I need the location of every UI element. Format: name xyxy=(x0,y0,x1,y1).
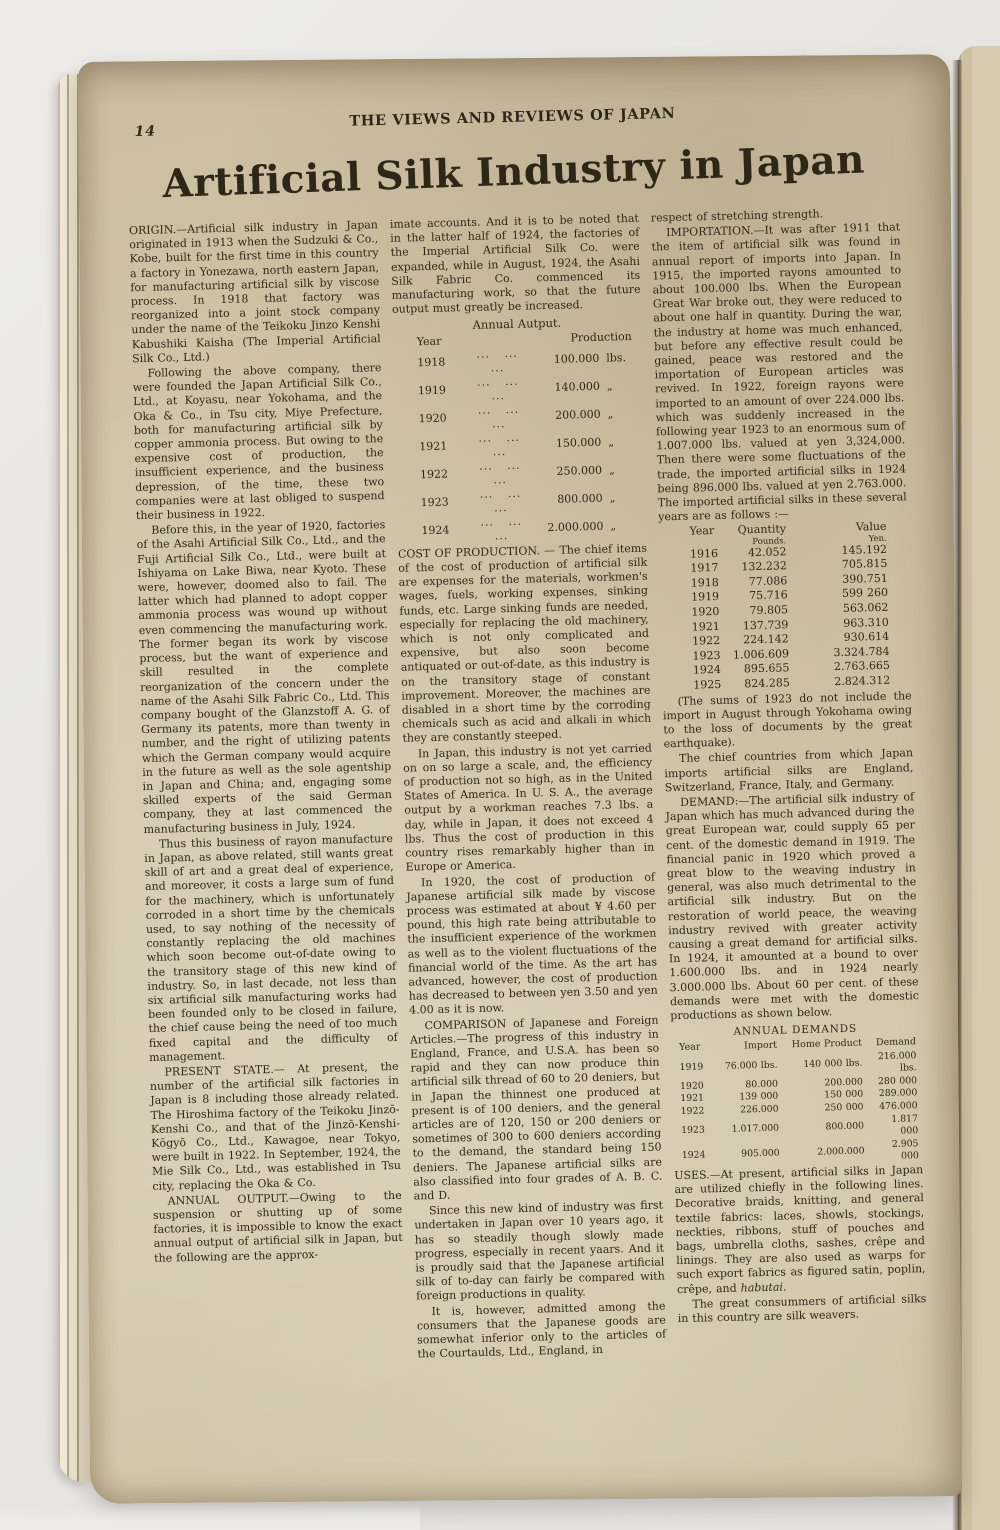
cell-demand: 216.000 lbs. xyxy=(877,1049,917,1074)
cell-home-product: 2.000.000 xyxy=(817,1145,865,1158)
header-import: Import xyxy=(743,1040,778,1052)
paragraph-in-japan: In Japan, this industry is not yet carried on on so large a scale, and, the efficiency of production not so high, as in the United States of America. In U. S. A., the average output by a workman reaches 7.3 lbs. a day, while in Japan, it does not exceed 4 lbs. Thus the cost of production in this country rises remarkably higher than in Europe or America. xyxy=(403,741,655,874)
paragraph-uses xyxy=(674,1163,926,1297)
paragraph-following: Following the above company, there were founded the Japan Artificial Silk Co., Ltd., at Koyasu, near Yokohama, and the Oka & Co., in Tsu city, Miye Prefecture, both for manufacturing artificial silk by copper ammonia process. But owing to the expensive cost of production, the insufficient experience, and the business depression, of the time, these two companies were at last obliged to suspend their business in 1922. xyxy=(132,361,385,523)
cell-year: 1920 xyxy=(691,604,720,619)
output-table-caption: Annual Autput. xyxy=(472,316,562,333)
paragraph-present-state: PRESENT STATE.— At present, the number of the artificial silk factories in Japan is 8 including those already related. The Hiroshima factory of the Teikoku Jinzō-Kenshi Co., and that of the Jinzō-Kenshi-Kōgyō Co., Ltd., Kawagoe, near Tokyo, were built in 1922. In September, 1924, the Mie Silk Co., Ltd., was established in Tsu city, replacing the Oka & Co. xyxy=(149,1059,402,1193)
uses-italic-habutai: habutai xyxy=(740,1280,784,1295)
column-1 xyxy=(129,218,406,1369)
cell-year: 1922 xyxy=(692,634,721,648)
cell-year: 1917 xyxy=(690,561,719,575)
masthead: THE VIEWS AND REVIEWS OF JAPAN xyxy=(349,104,676,130)
cell-home-product: 250 000 xyxy=(824,1101,864,1114)
paragraph-respect-strength: respect of stretching strength. xyxy=(650,207,824,225)
cell-quantity: 895.655 xyxy=(743,661,790,676)
column-3 xyxy=(651,205,928,1356)
cell-demand: 280 000 xyxy=(877,1075,918,1088)
annual-demands-table xyxy=(671,1036,923,1170)
paragraph-before-this: Before this, in the year of 1920, factories of the Asahi Artificial Silk Co., Ltd., and the Fuji Artificial Silk Co., Ltd., were built at Ishiyama on Lake Biwa, near Kyoto. These were, however, doomed also to fail. The latter which had planned to adopt copper ammonia process was wound up without even commencing the manufacturing work. The former began its work by viscose process, but the want of experience and skill resulted in the complete reorganization of the concern under the name of the Asahi Silk Fabric Co., Ltd. This company bought of the Glanzstoff A. G. of Germany its patents, more than twenty in number, and the right of utilizing patents which the German company would acquire in the future as well as the sole agentship in Japan and China; and, engaging some skilled experts of the said German company, they at last commenced the manufacturing business in July, 1924. xyxy=(136,518,393,836)
annual-output-table xyxy=(403,330,637,546)
cell-value: 930.614 xyxy=(843,630,890,645)
cell-unit: lbs. xyxy=(606,350,627,365)
paragraph-chief-countries: The chief countries from which Japan imports artificial silks are England, Switzerland, France, Italy, and Germany. xyxy=(664,746,914,795)
cell-production: 250.000 xyxy=(556,463,603,478)
header-value: Value xyxy=(855,520,887,535)
cell-value: 963.310 xyxy=(843,615,889,630)
paragraph-since-new-kind: Since this new kind of industry was first undertaken in Japan over 10 years ago, it has so steadily though slowly made progress, especially in recent yaars. And it is proudly said that the Japanese artificial silk of to-day can fairly be compared with foreign productions in quality. xyxy=(414,1198,665,1303)
cell-value: 563.062 xyxy=(842,600,889,615)
header-quantity: Quantity xyxy=(737,522,787,537)
cell-year: 1916 xyxy=(689,546,719,561)
cell-year: 1918 xyxy=(690,575,719,590)
cell-unit: „ xyxy=(608,463,615,477)
cell-year: 1921 xyxy=(691,619,720,634)
imports-table xyxy=(663,520,906,694)
cell-year: 1923 xyxy=(681,1124,705,1136)
magazine-page xyxy=(78,54,963,1504)
paragraph-it-is-however: It is, however, admitted among the consumers that the Japanese goods are somewhat inferior only to the articles of the Courtaulds, Ltd., England, in xyxy=(416,1299,667,1361)
uses-text-after: . xyxy=(782,1280,787,1294)
leader-dots: ... ... ... xyxy=(478,430,521,459)
cell-year: 1919 xyxy=(679,1061,704,1074)
cell-year: 1919 xyxy=(690,590,720,605)
cell-production: 2.000.000 xyxy=(547,519,604,534)
leader-dots: ... ... ... xyxy=(479,486,522,515)
cell-import: 905.000 xyxy=(741,1147,780,1160)
cell-production: 140.000 xyxy=(554,379,601,394)
paragraph-in-1920: In 1920, the cost of production of Japanese artificial silk made by viscose process was estimated at about ¥ 4.60 per pound, this high rate being attributable to the insufficient experience of the workmen as well as to the violent fluctuations of the financial world of the time. As the art has advanced, however, the cost of production has decreased to between yen 3.50 and yen 4.00 as it is now. xyxy=(406,870,658,1017)
cell-home-product: 150 000 xyxy=(824,1089,864,1101)
cell-quantity: 137.739 xyxy=(742,617,789,632)
demands-table-caption: ANNUAL DEMANDS xyxy=(733,1022,858,1038)
cell-import: 1.017.000 xyxy=(731,1122,780,1135)
cell-quantity: 75.716 xyxy=(748,588,788,603)
cell-year: 1924 xyxy=(681,1149,706,1162)
cell-value: 390.751 xyxy=(842,571,888,586)
paragraph-origin: ORIGIN.—Artificial silk industry in Japan originated in 1913 when the Sudzuki & Co., Kobe, built for the first time in this country a factory in Yonezawa, north eastern Japan, for manufacturing artificial silk by viscose process. In 1918 that factory was reorganized into a joint stock company under the name of the Teikoku Jinzo Kenshi Kabushiki Kaisha (The Imperial Artificial Silk Co., Ltd.) xyxy=(128,218,381,366)
cell-demand: 476.000 xyxy=(879,1100,918,1113)
cell-year: 1919 xyxy=(417,383,447,398)
cell-quantity: 1.006.609 xyxy=(732,647,790,662)
cell-unit: „ xyxy=(608,435,615,449)
cell-production: 800.000 xyxy=(557,491,603,506)
column-2 xyxy=(390,212,667,1363)
cell-value: 3.324.784 xyxy=(833,644,890,659)
cell-year: 1923 xyxy=(692,648,721,663)
header-year: Year xyxy=(416,334,442,348)
cell-home-product: 800.000 xyxy=(825,1120,865,1133)
cell-year: 1922 xyxy=(419,467,449,482)
cell-quantity: 824.285 xyxy=(744,676,790,691)
header-home-product: Home Product xyxy=(791,1038,863,1051)
leader-dots: ... ... ... xyxy=(478,458,521,487)
cell-year: 1924 xyxy=(421,523,450,538)
cell-year: 1920 xyxy=(679,1080,704,1092)
cell-unit: „ xyxy=(610,519,617,533)
header-year: Year xyxy=(679,1041,701,1054)
paragraph-cost-of-production: COST OF PRODUCTION. — The chief items of the cost of production of artificial silk are expenses for the materials, workmen's wages, fuels, working expenses, sinking funds, etc. Large sinking funds are needed, especially for replacing the old machinery, which is not only complicated and expensive, but also soon become antiquated or out-of-date, as this industry is on the transitory stage of constant improvement. Moreover, the machines are disabled in a short time by the corroding chemicals such as acid and alkali in which they are constantly steeped. xyxy=(397,541,652,746)
subheader-pounds: Pounds. xyxy=(752,535,787,547)
leader-dots: ... ... ... xyxy=(476,346,519,375)
page-content xyxy=(126,99,928,1369)
page-number: 14 xyxy=(134,123,157,141)
cell-unit: „ xyxy=(607,407,614,421)
paragraph-demand: DEMAND:—The artificial silk industry of Japan which has much advanced during the great European war, could supply 65 per cent. of the domestic demand in 1919. The financial panic in 1920 which proved a great blow to the weaving industry in general, was also much detrimental to the artificial silk industry. But on the restoration of world peace, the weaving industry revived with greater activity causing a great demand for artificial silks. In 1924, it amounted at a bound to over 1.600.000 lbs. and in 1924 nearly 3.000.000 lbs. About 60 per cent. of these demands were met with the domestic productions as shown below. xyxy=(665,790,920,1023)
cell-value: 145.192 xyxy=(841,542,888,557)
leader-dots: ... ... ... xyxy=(477,402,520,431)
cell-production: 100.000 xyxy=(553,351,600,366)
cell-quantity: 42.052 xyxy=(747,544,787,559)
cell-quantity: 79.805 xyxy=(749,603,789,618)
paragraph-importation: IMPORTATION.—It was after 1911 that the item of artificial silk was found in annual report of imports into Japan. In 1915, the imported rayons amounted to about 100.000 lbs. When the European Great War broke out, they were reduced to about one half in quantity. During the war, the industry at home was much enhanced, but before any effective result could be gained, peace was restored and the importation of European articles was revived. In 1922, foreign rayons were imported to an amount of over 224.000 lbs. which was suddenly increased in the following year 1923 to an enormous sum of 1.007.000 lbs. valued at yen 3,324,000. Then there were some fluctuations of the trade, the imported artificial silks in 1924 being 896.000 lbs. valued at yen 2.763.000. The imported artificial silks in these several years are as follows :— xyxy=(651,220,907,524)
columns xyxy=(129,205,929,1369)
cell-quantity: 132.232 xyxy=(741,559,788,574)
cell-home-product: 200.000 xyxy=(824,1076,864,1089)
paragraph-comparison: COMPARISON of Japanese and Foreign Articles.—The progress of this industry in England, France, and U.S.A. has been so rapid and they can now produce thin artificial silk thread of 60 to 20 deniers, but in Japan the thinnest one produced at present is of 100 deniers, and the general articles are of 120, 150 or 200 deniers or sometimes of 300 to 600 deniers according to the demand, the standard being 150 deniers. The Japanese artificial silks are also classified into four grades of A. B. C. and D. xyxy=(409,1013,663,1203)
cell-year: 1921 xyxy=(419,439,448,454)
cell-production: 200.000 xyxy=(555,407,601,422)
cell-import: 76.000 lbs. xyxy=(724,1059,778,1072)
cell-year: 1923 xyxy=(420,495,449,510)
table-row xyxy=(407,512,637,546)
cell-import: 226.000 xyxy=(740,1103,779,1116)
cell-year: 1924 xyxy=(692,663,722,678)
subheader-yen: Yen. xyxy=(868,533,887,544)
cell-year: 1918 xyxy=(417,355,446,370)
cell-year: 1922 xyxy=(680,1105,705,1118)
paragraph-imate-accounts: imate accounts. And it is to be noted that in the latter half of 1924, the factories of the Imperial Artificial Silk Co. were expanded, while in August, 1924, the Asahi Silk Fabric Co. commenced its manufacturing work, so that the future output must greatly be increased. xyxy=(389,211,641,317)
cell-quantity: 77.086 xyxy=(748,574,788,589)
header-demand: Demand xyxy=(875,1036,917,1049)
cell-import: 80.000 xyxy=(745,1078,779,1091)
cell-demand: 2.905 000 xyxy=(891,1138,919,1163)
paragraph-thus-business: Thus this business of rayon manufacture in Japan, as above related, still wants great skill of art and a great deal of experience, and moreover, it costs a large sum of fund for the machinery, which is unfortunately corroded in a short time by the chemicals used, to say nothing of the necessity of constantly replacing the old machines which soon become out-of-date owing to the transitory stage of this new kind of industry. So, in last decade, not less than six artificial silk manufacturing works had been founded only to be closed in failure, the chief cause being the need of too much fixed capital and the difficulty of management. xyxy=(144,831,398,1064)
next-page-edge xyxy=(958,46,1000,1530)
cell-home-product: 140 000 lbs. xyxy=(803,1057,863,1070)
paragraph-earthquake-note: (The sums of 1923 do not include the import in August through Yokohama owing to the loss of documents by the great earthquake). xyxy=(662,688,913,751)
cell-value: 2.824.312 xyxy=(834,673,891,689)
header-production: Production xyxy=(570,329,632,345)
page-header xyxy=(126,99,898,144)
article-title: Artificial Silk Industry in Japan xyxy=(161,136,866,208)
cell-unit: „ xyxy=(606,379,613,393)
uses-text-before: USES.—At present, artificial silks in Japan are utilized chiefly in the following lines. Decorative braids, knitting, and general textile fabrics: laces, showls, stockings, neckties, ribbons, stuff of pouches and bags, umbrella cloths, sashes, crêpe and linings. They are also used as warps for such export fabrics as figured satin, poplin, crêpe, and xyxy=(674,1163,926,1296)
backdrop-sliver xyxy=(0,1504,420,1530)
cell-demand: 1.817 000 xyxy=(891,1112,919,1137)
cell-year: 1920 xyxy=(418,411,447,426)
leader-dots: ... ... ... xyxy=(476,374,519,403)
cell-value: 705.815 xyxy=(841,557,888,572)
cell-year: 1925 xyxy=(693,677,722,692)
leader-dots: ... ... ... xyxy=(480,514,523,543)
cell-year: 1921 xyxy=(680,1092,705,1105)
paragraph-great-consumers: The great consummers of artificial silks in this country are silk weavers. xyxy=(677,1291,927,1326)
cell-production: 150.000 xyxy=(555,435,602,450)
cell-demand: 289.000 xyxy=(878,1087,918,1100)
cell-import: 139 000 xyxy=(739,1091,779,1104)
cell-value: 599 260 xyxy=(841,586,889,601)
cell-quantity: 224.142 xyxy=(743,632,789,647)
header-year: Year xyxy=(689,524,715,539)
paragraph-annual-output: ANNUAL OUTPUT.—Owing to the suspension or shutting up of some factories, it is impossible to know the exact annual output of artificial silk in Japan, but the following are the approx- xyxy=(152,1188,403,1265)
cell-unit: „ xyxy=(609,491,616,505)
cell-value: 2.763.665 xyxy=(833,659,891,674)
